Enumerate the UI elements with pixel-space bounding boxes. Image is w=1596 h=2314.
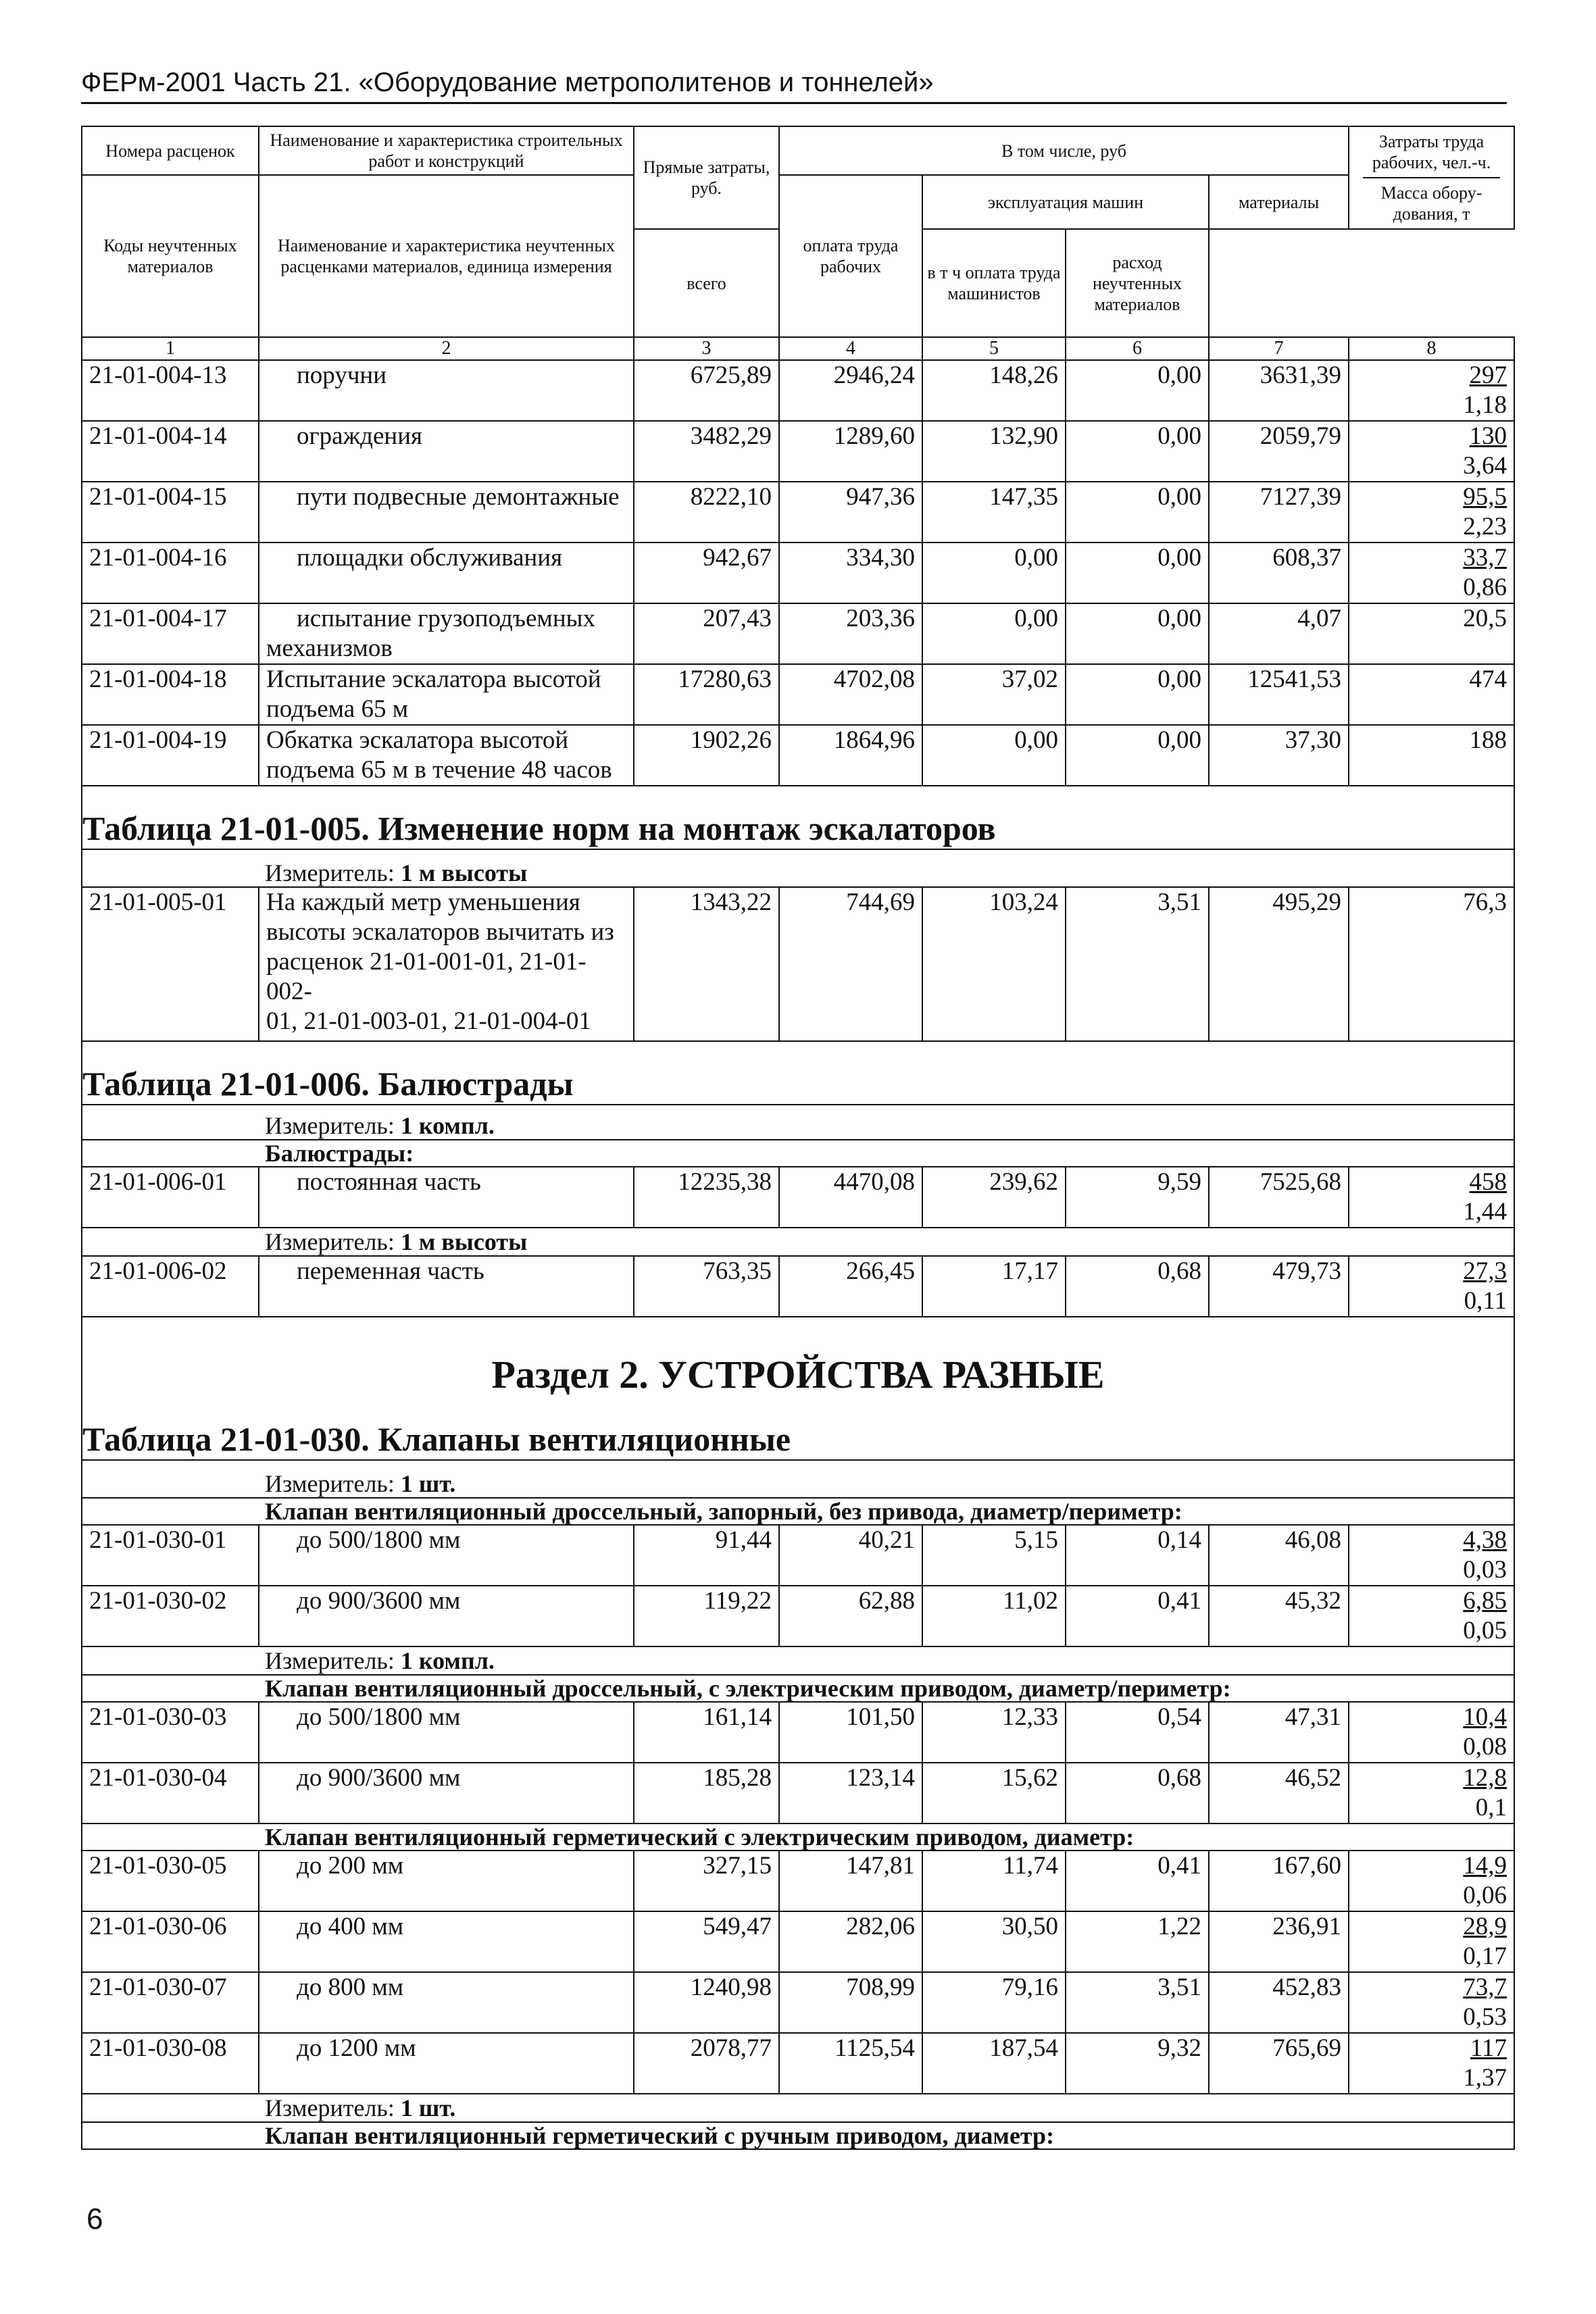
col3-header: Прямые затраты, руб. <box>634 126 779 229</box>
machinist-pay: 0,68 <box>1066 1256 1209 1317</box>
col8-header-bottom: Масса обору- дования, т <box>1380 183 1482 224</box>
mat-header: материалы <box>1209 175 1349 229</box>
labor-pay: 282,06 <box>779 1911 922 1972</box>
labor-pay: 1289,60 <box>779 421 922 482</box>
labor-mass <box>1349 1763 1514 1823</box>
machine-total: 11,02 <box>922 1586 1066 1646</box>
rate-name <box>259 664 634 725</box>
name-line: 01, 21-01-003-01, 21-01-004-01 <box>266 1007 591 1035</box>
labor-hours: 12,8 <box>1463 1764 1507 1792</box>
rate-code: 21-01-030-03 <box>82 1702 259 1763</box>
labor-pay: 62,88 <box>779 1586 922 1646</box>
machine-total: 103,24 <box>922 887 1066 1041</box>
table-title: Таблица 21-01-006. Балюстрады <box>82 1041 1514 1105</box>
direct-costs: 327,15 <box>634 1851 779 1911</box>
measure <box>82 1460 1514 1498</box>
machine-total: 12,33 <box>922 1702 1066 1763</box>
expl-header: эксплуатация машин <box>922 175 1209 229</box>
materials: 479,73 <box>1209 1256 1349 1317</box>
name-line: Испытание эскалатора высотой <box>266 665 601 693</box>
rate-code: 21-01-030-07 <box>82 1972 259 2033</box>
materials: 46,52 <box>1209 1763 1349 1823</box>
rate-name: до 800 мм <box>259 1972 634 2033</box>
group-header-row <box>82 2122 1514 2149</box>
materials: 2059,79 <box>1209 421 1349 482</box>
group-header: Клапан вентиляционный дроссельный, с электрическим приводом, диаметр/периметр: <box>82 1675 1514 1702</box>
col8-header <box>1349 126 1514 229</box>
machine-total: 79,16 <box>922 1972 1066 2033</box>
machinist-pay: 0,00 <box>1066 421 1209 482</box>
machinist-pay: 0,14 <box>1066 1525 1209 1586</box>
running-header: ФЕРм-2001 Часть 21. «Оборудование метрополитенов и тоннелей» <box>81 68 1507 104</box>
materials: 236,91 <box>1209 1911 1349 1972</box>
col1-header-bottom: Коды неучтенных материалов <box>82 175 259 337</box>
machine-total: 15,62 <box>922 1763 1066 1823</box>
rate-name: до 200 мм <box>259 1851 634 1911</box>
equipment-mass: 0,1 <box>1475 1794 1507 1821</box>
materials: 46,08 <box>1209 1525 1349 1586</box>
equipment-mass: 1,37 <box>1463 2064 1507 2092</box>
equipment-mass: 0,05 <box>1463 1617 1507 1644</box>
rate-name: до 500/1800 мм <box>259 1525 634 1586</box>
machinist-pay: 1,22 <box>1066 1911 1209 1972</box>
table-title-row <box>82 1412 1514 1460</box>
rate-code: 21-01-030-02 <box>82 1586 259 1646</box>
direct-costs: 549,47 <box>634 1911 779 1972</box>
table-row <box>82 725 1514 786</box>
labor-pay: 101,50 <box>779 1702 922 1763</box>
direct-costs: 1343,22 <box>634 887 779 1041</box>
machinist-pay: 0,00 <box>1066 725 1209 786</box>
rate-code: 21-01-004-18 <box>82 664 259 725</box>
machinist-pay: 0,54 <box>1066 1702 1209 1763</box>
col2-header-top: Наименование и характеристика строительных работ и конструкций <box>259 126 634 175</box>
machine-total: 0,00 <box>922 725 1066 786</box>
materials: 765,69 <box>1209 2033 1349 2094</box>
machinist-pay: 0,00 <box>1066 543 1209 603</box>
table-row <box>82 1972 1514 2033</box>
labor-mass <box>1349 1851 1514 1911</box>
machinist-pay: 0,68 <box>1066 1763 1209 1823</box>
rate-name: до 1200 мм <box>259 2033 634 2094</box>
materials: 452,83 <box>1209 1972 1349 2033</box>
col4-header: оплата труда рабочих <box>779 175 922 337</box>
materials: 3631,39 <box>1209 360 1349 421</box>
rate-code: 21-01-004-14 <box>82 421 259 482</box>
rate-name: постоянная часть <box>259 1167 634 1228</box>
colnum: 6 <box>1066 337 1209 360</box>
measure-label: Измеритель: <box>265 1228 395 1255</box>
labor-hours: 188 <box>1349 725 1514 786</box>
rate-name <box>259 603 634 664</box>
measure-row <box>82 1460 1514 1498</box>
direct-costs: 17280,63 <box>634 664 779 725</box>
measure <box>82 1228 1514 1256</box>
materials: 4,07 <box>1209 603 1349 664</box>
table-row <box>82 1586 1514 1646</box>
measure-label: Измеритель: <box>265 1112 395 1139</box>
section-title: Раздел 2. УСТРОЙСТВА РАЗНЫЕ <box>82 1317 1514 1412</box>
machinist-pay: 0,00 <box>1066 664 1209 725</box>
rate-code: 21-01-004-15 <box>82 482 259 543</box>
table-title-row <box>82 786 1514 849</box>
materials: 47,31 <box>1209 1702 1349 1763</box>
direct-costs: 2078,77 <box>634 2033 779 2094</box>
labor-pay: 708,99 <box>779 1972 922 2033</box>
labor-mass <box>1349 421 1514 482</box>
table-row <box>82 1911 1514 1972</box>
rate-code: 21-01-004-17 <box>82 603 259 664</box>
table-row <box>82 603 1514 664</box>
measure-row <box>82 1646 1514 1675</box>
group-header: Балюстрады: <box>82 1140 1514 1167</box>
rate-name: ограждения <box>259 421 634 482</box>
machinist-pay: 0,41 <box>1066 1851 1209 1911</box>
labor-pay: 1864,96 <box>779 725 922 786</box>
machine-total: 17,17 <box>922 1256 1066 1317</box>
labor-pay: 123,14 <box>779 1763 922 1823</box>
labor-pay: 947,36 <box>779 482 922 543</box>
col6-header: в т ч оплата труда машинистов <box>922 229 1066 337</box>
table-row <box>82 887 1514 1041</box>
rate-name: до 500/1800 мм <box>259 1702 634 1763</box>
rate-code: 21-01-006-02 <box>82 1256 259 1317</box>
rate-code: 21-01-030-01 <box>82 1525 259 1586</box>
measure-label: Измеритель: <box>265 2094 395 2121</box>
materials: 45,32 <box>1209 1586 1349 1646</box>
materials: 7525,68 <box>1209 1167 1349 1228</box>
machine-total: 37,02 <box>922 664 1066 725</box>
labor-hours: 458 <box>1469 1168 1507 1196</box>
measure-label: Измеритель: <box>265 1470 395 1497</box>
name-line: подъема 65 м <box>266 695 409 723</box>
rate-name: поручни <box>259 360 634 421</box>
machinist-pay: 3,51 <box>1066 887 1209 1041</box>
equipment-mass: 1,44 <box>1463 1198 1507 1226</box>
labor-mass <box>1349 1702 1514 1763</box>
table-title: Таблица 21-01-030. Клапаны вентиляционные <box>82 1412 1514 1460</box>
labor-hours: 27,3 <box>1463 1257 1507 1285</box>
colnum: 3 <box>634 337 779 360</box>
machine-total: 147,35 <box>922 482 1066 543</box>
labor-hours: 117 <box>1470 2034 1507 2062</box>
labor-pay: 147,81 <box>779 1851 922 1911</box>
machinist-pay: 0,00 <box>1066 603 1209 664</box>
rate-code: 21-01-004-13 <box>82 360 259 421</box>
machine-total: 5,15 <box>922 1525 1066 1586</box>
labor-mass <box>1349 543 1514 603</box>
machine-total: 148,26 <box>922 360 1066 421</box>
colnum: 4 <box>779 337 922 360</box>
labor-mass <box>1349 482 1514 543</box>
direct-costs: 8222,10 <box>634 482 779 543</box>
labor-hours: 95,5 <box>1463 483 1507 511</box>
measure-row <box>82 1105 1514 1140</box>
machinist-pay: 9,32 <box>1066 2033 1209 2094</box>
measure-value: 1 компл. <box>400 1112 495 1139</box>
page-number: 6 <box>86 2203 103 2236</box>
table-row <box>82 1851 1514 1911</box>
materials: 495,29 <box>1209 887 1349 1041</box>
table-row <box>82 1702 1514 1763</box>
direct-costs: 12235,38 <box>634 1167 779 1228</box>
rate-name: площадки обслуживания <box>259 543 634 603</box>
machinist-pay: 9,59 <box>1066 1167 1209 1228</box>
measure-value: 1 шт. <box>400 2094 456 2121</box>
rate-code: 21-01-005-01 <box>82 887 259 1041</box>
group-header-row <box>82 1823 1514 1851</box>
labor-pay: 744,69 <box>779 887 922 1041</box>
direct-costs: 6725,89 <box>634 360 779 421</box>
equipment-mass: 0,11 <box>1464 1287 1507 1315</box>
rate-code: 21-01-004-19 <box>82 725 259 786</box>
measure <box>82 1105 1514 1140</box>
labor-pay: 334,30 <box>779 543 922 603</box>
rate-code: 21-01-030-06 <box>82 1911 259 1972</box>
group-header-row <box>82 1498 1514 1525</box>
measure-value: 1 компл. <box>400 1647 495 1674</box>
labor-hours: 6,85 <box>1463 1587 1507 1615</box>
machine-total: 0,00 <box>922 603 1066 664</box>
table-row <box>82 360 1514 421</box>
colnum: 8 <box>1349 337 1514 360</box>
group-header-row <box>82 1140 1514 1167</box>
machinist-pay: 0,00 <box>1066 360 1209 421</box>
labor-pay: 203,36 <box>779 603 922 664</box>
labor-mass <box>1349 1167 1514 1228</box>
measure <box>82 2094 1514 2122</box>
materials: 12541,53 <box>1209 664 1349 725</box>
colnum: 2 <box>259 337 634 360</box>
group-header-row <box>82 1675 1514 1702</box>
table-row <box>82 1525 1514 1586</box>
labor-hours: 33,7 <box>1463 544 1507 572</box>
labor-hours: 76,3 <box>1349 887 1514 1041</box>
colnum: 5 <box>922 337 1066 360</box>
machinist-pay: 0,00 <box>1066 482 1209 543</box>
section-title-row <box>82 1317 1514 1412</box>
col2-header-bottom: Наименование и характеристика неучтенных расценками материалов, единица измерения <box>259 175 634 337</box>
labor-pay: 2946,24 <box>779 360 922 421</box>
rate-name: до 900/3600 мм <box>259 1586 634 1646</box>
col1-header-top: Номера расценок <box>82 126 259 175</box>
direct-costs: 1902,26 <box>634 725 779 786</box>
labor-mass <box>1349 1586 1514 1646</box>
incl-header: В том числе, руб <box>779 126 1349 175</box>
direct-costs: 185,28 <box>634 1763 779 1823</box>
equipment-mass: 0,08 <box>1463 1733 1507 1761</box>
table-row <box>82 664 1514 725</box>
labor-mass <box>1349 360 1514 421</box>
labor-hours: 4,38 <box>1463 1526 1507 1554</box>
measure-row <box>82 849 1514 887</box>
rate-name: до 900/3600 мм <box>259 1763 634 1823</box>
labor-hours: 130 <box>1469 422 1507 450</box>
direct-costs: 119,22 <box>634 1586 779 1646</box>
labor-hours: 28,9 <box>1463 1913 1507 1940</box>
labor-pay: 4470,08 <box>779 1167 922 1228</box>
machine-total: 187,54 <box>922 2033 1066 2094</box>
measure <box>82 1646 1514 1675</box>
column-numbers-row <box>82 337 1514 360</box>
direct-costs: 207,43 <box>634 603 779 664</box>
materials: 608,37 <box>1209 543 1349 603</box>
labor-pay: 4702,08 <box>779 664 922 725</box>
rate-code: 21-01-004-16 <box>82 543 259 603</box>
name-line: высоты эскалаторов вычитать из <box>266 918 614 946</box>
machinist-pay: 3,51 <box>1066 1972 1209 2033</box>
measure-row <box>82 1228 1514 1256</box>
labor-hours: 73,7 <box>1463 1973 1507 2001</box>
group-header: Клапан вентиляционный дроссельный, запорный, без привода, диаметр/периметр: <box>82 1498 1514 1525</box>
measure-value: 1 м высоты <box>400 859 528 886</box>
rate-name <box>259 725 634 786</box>
table-title-row <box>82 1041 1514 1105</box>
measure-value: 1 шт. <box>400 1470 456 1497</box>
machine-total: 30,50 <box>922 1911 1066 1972</box>
col8-header-top: Затраты труда рабочих, чел.-ч. <box>1363 127 1500 178</box>
labor-hours: 14,9 <box>1463 1852 1507 1880</box>
direct-costs: 1240,98 <box>634 1972 779 2033</box>
col5-header: всего <box>634 229 779 337</box>
name-line: На каждый метр уменьшения <box>266 888 580 916</box>
measure-label: Измеритель: <box>265 1647 395 1674</box>
machine-total: 132,90 <box>922 421 1066 482</box>
direct-costs: 942,67 <box>634 543 779 603</box>
equipment-mass: 0,17 <box>1463 1942 1507 1970</box>
direct-costs: 91,44 <box>634 1525 779 1586</box>
labor-mass <box>1349 1256 1514 1317</box>
table-row <box>82 1763 1514 1823</box>
rate-name <box>259 887 634 1041</box>
direct-costs: 3482,29 <box>634 421 779 482</box>
labor-hours: 10,4 <box>1463 1703 1507 1731</box>
machinist-pay: 0,41 <box>1066 1586 1209 1646</box>
group-header: Клапан вентиляционный герметический с электрическим приводом, диаметр: <box>82 1823 1514 1851</box>
rate-code: 21-01-030-04 <box>82 1763 259 1823</box>
equipment-mass: 0,06 <box>1463 1882 1507 1909</box>
equipment-mass: 2,23 <box>1463 513 1507 540</box>
table-row <box>82 1167 1514 1228</box>
labor-hours: 297 <box>1469 361 1507 389</box>
group-header: Клапан вентиляционный герметический с ручным приводом, диаметр: <box>82 2122 1514 2149</box>
labor-pay: 1125,54 <box>779 2033 922 2094</box>
measure-row <box>82 2094 1514 2122</box>
machine-total: 11,74 <box>922 1851 1066 1911</box>
name-line: механизмов <box>266 634 393 662</box>
direct-costs: 161,14 <box>634 1702 779 1763</box>
labor-hours: 20,5 <box>1349 603 1514 664</box>
measure-label: Измеритель: <box>265 859 395 886</box>
direct-costs: 763,35 <box>634 1256 779 1317</box>
measure <box>82 849 1514 887</box>
name-line: расценок 21-01-001-01, 21-01-002- <box>266 948 587 1005</box>
materials: 37,30 <box>1209 725 1349 786</box>
labor-mass <box>1349 1911 1514 1972</box>
table-row <box>82 421 1514 482</box>
table-row <box>82 2033 1514 2094</box>
labor-mass <box>1349 1972 1514 2033</box>
rate-name: переменная часть <box>259 1256 634 1317</box>
name-line: Обкатка эскалатора высотой <box>266 726 569 754</box>
labor-pay: 40,21 <box>779 1525 922 1586</box>
rate-code: 21-01-030-08 <box>82 2033 259 2094</box>
equipment-mass: 0,86 <box>1463 574 1507 601</box>
materials: 167,60 <box>1209 1851 1349 1911</box>
equipment-mass: 0,03 <box>1463 1556 1507 1584</box>
equipment-mass: 1,18 <box>1463 391 1507 419</box>
rate-code: 21-01-006-01 <box>82 1167 259 1228</box>
name-line: испытание грузоподъемных <box>297 605 595 632</box>
table-title: Таблица 21-01-005. Изменение норм на монтаж эскалаторов <box>82 786 1514 849</box>
machine-total: 239,62 <box>922 1167 1066 1228</box>
equipment-mass: 0,53 <box>1463 2003 1507 2031</box>
rate-name: пути подвесные демонтажные <box>259 482 634 543</box>
rates-table <box>81 126 1515 2150</box>
colnum: 1 <box>82 337 259 360</box>
measure-value: 1 м высоты <box>400 1228 528 1255</box>
equipment-mass: 3,64 <box>1463 452 1507 480</box>
table-row <box>82 543 1514 603</box>
labor-mass <box>1349 1525 1514 1586</box>
materials: 7127,39 <box>1209 482 1349 543</box>
labor-pay: 266,45 <box>779 1256 922 1317</box>
col7-header: расход неучтенных материалов <box>1066 229 1209 337</box>
rate-code: 21-01-030-05 <box>82 1851 259 1911</box>
labor-mass <box>1349 2033 1514 2094</box>
labor-hours: 474 <box>1349 664 1514 725</box>
rate-name: до 400 мм <box>259 1911 634 1972</box>
table-row <box>82 482 1514 543</box>
machine-total: 0,00 <box>922 543 1066 603</box>
colnum: 7 <box>1209 337 1349 360</box>
name-line: подъема 65 м в течение 48 часов <box>266 756 612 784</box>
table-row <box>82 1256 1514 1317</box>
